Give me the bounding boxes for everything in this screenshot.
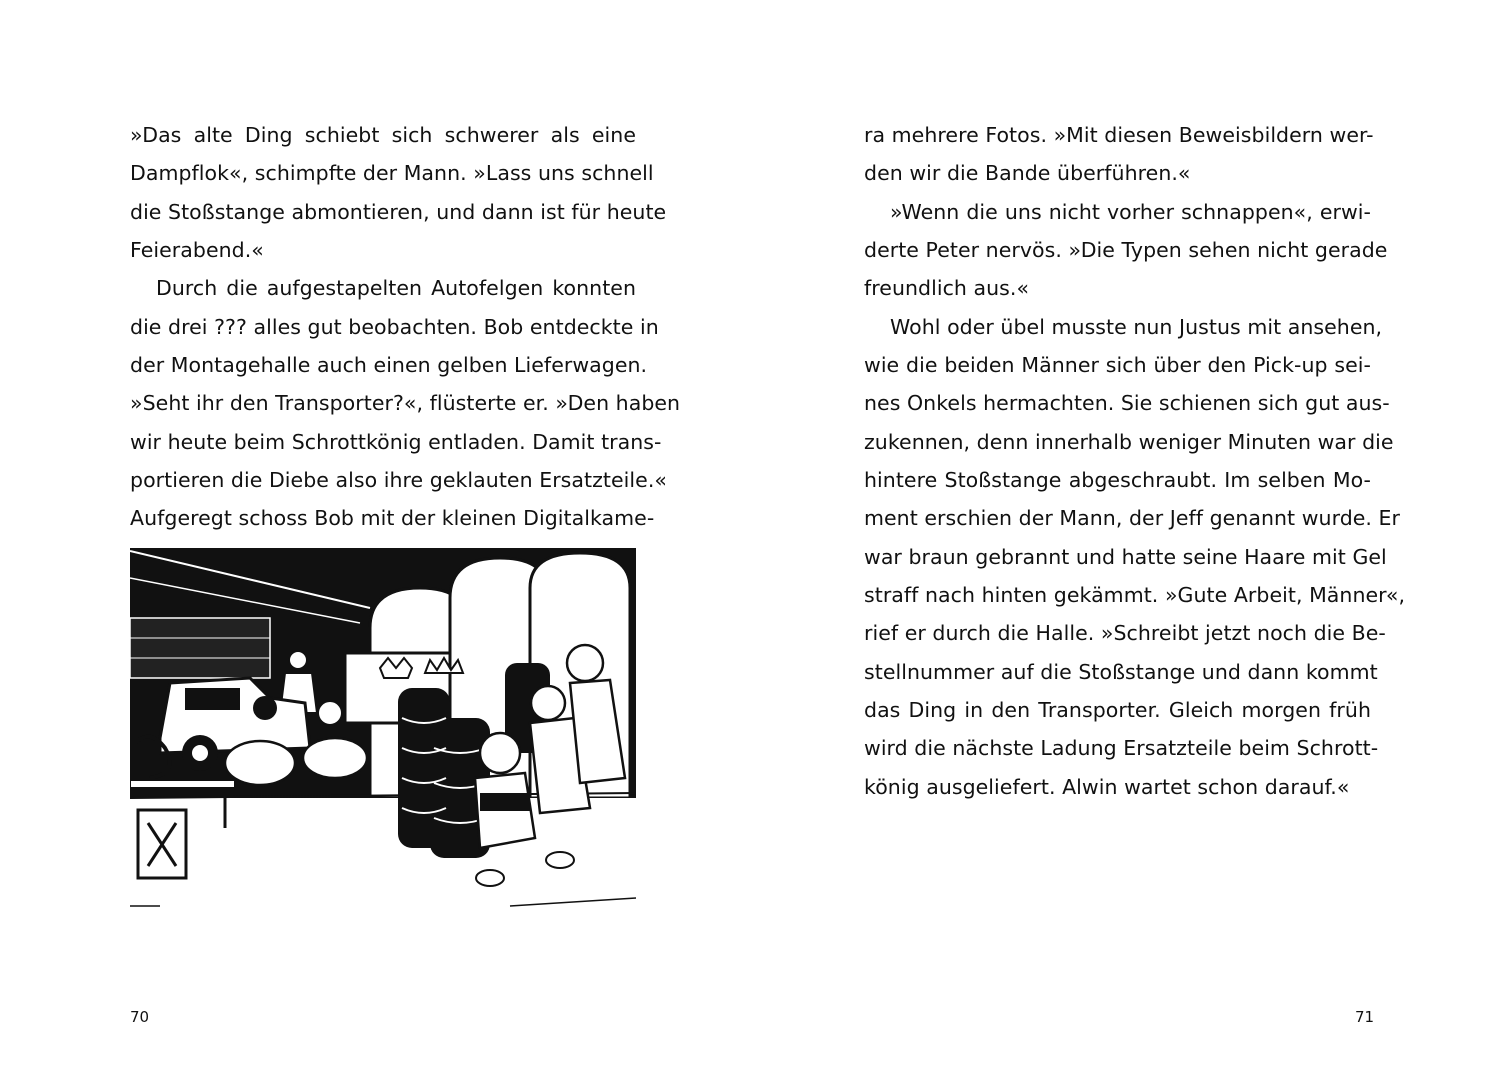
text-line: »Das alte Ding schiebt sich schwerer als eine [130,123,636,147]
text-line: »Wenn die uns nicht vorher schnappen«, erwi- [890,200,1371,224]
text-line: den wir die Bande überführen.« [864,161,1191,185]
text-line: »Seht ihr den Transporter?«, flüsterte er. »Den haben [130,391,681,415]
text-line: wie die beiden Männer sich über den Pick-up sei- [864,353,1371,377]
text-line: zukennen, denn innerhalb weniger Minuten war die [864,430,1394,454]
text-line: rief er durch die Halle. »Schreibt jetzt noch die Be- [864,621,1386,645]
page-number-right: 71 [1355,1008,1375,1026]
text-line: Durch die aufgestapelten Autofelgen konnten [156,276,636,300]
text-line: die drei ??? alles gut beobachten. Bob entdeckte in [130,315,659,339]
workshop-illustration [130,548,636,910]
text-line: könig ausgeliefert. Alwin wartet schon darauf.« [864,775,1350,799]
text-line: derte Peter nervös. »Die Typen sehen nicht gerade [864,238,1388,262]
text-line: der Montagehalle auch einen gelben Lieferwagen. [130,353,648,377]
text-line: ment erschien der Mann, der Jeff genannt wurde. Er [864,506,1401,530]
right-page [750,0,1500,1087]
text-line: Aufgeregt schoss Bob mit der kleinen Digitalkame- [130,506,655,530]
text-line: war braun gebrannt und hatte seine Haare mit Gel [864,545,1387,569]
page-number-left: 70 [130,1008,150,1026]
text-line: die Stoßstange abmontieren, und dann ist für heute [130,200,667,224]
text-line: Wohl oder übel musste nun Justus mit ansehen, [890,315,1383,339]
text-line: straff nach hinten gekämmt. »Gute Arbeit, Männer«, [864,583,1406,607]
text-line: freundlich aus.« [864,276,1030,300]
text-line: portieren die Diebe also ihre geklauten Ersatzteile.« [130,468,667,492]
text-line: das Ding in den Transporter. Gleich morgen früh [864,698,1371,722]
text-line: nes Onkels hermachten. Sie schienen sich gut aus- [864,391,1390,415]
text-line: Feierabend.« [130,238,264,262]
text-line: wird die nächste Ladung Ersatzteile beim Schrott- [864,736,1379,760]
text-line: wir heute beim Schrottkönig entladen. Damit trans- [130,430,662,454]
text-line: hintere Stoßstange abgeschraubt. Im selben Mo- [864,468,1371,492]
text-line: stellnummer auf die Stoßstange und dann kommt [864,660,1378,684]
text-line: Dampflok«, schimpfte der Mann. »Lass uns schnell [130,161,654,185]
text-line: ra mehrere Fotos. »Mit diesen Beweisbildern wer- [864,123,1374,147]
